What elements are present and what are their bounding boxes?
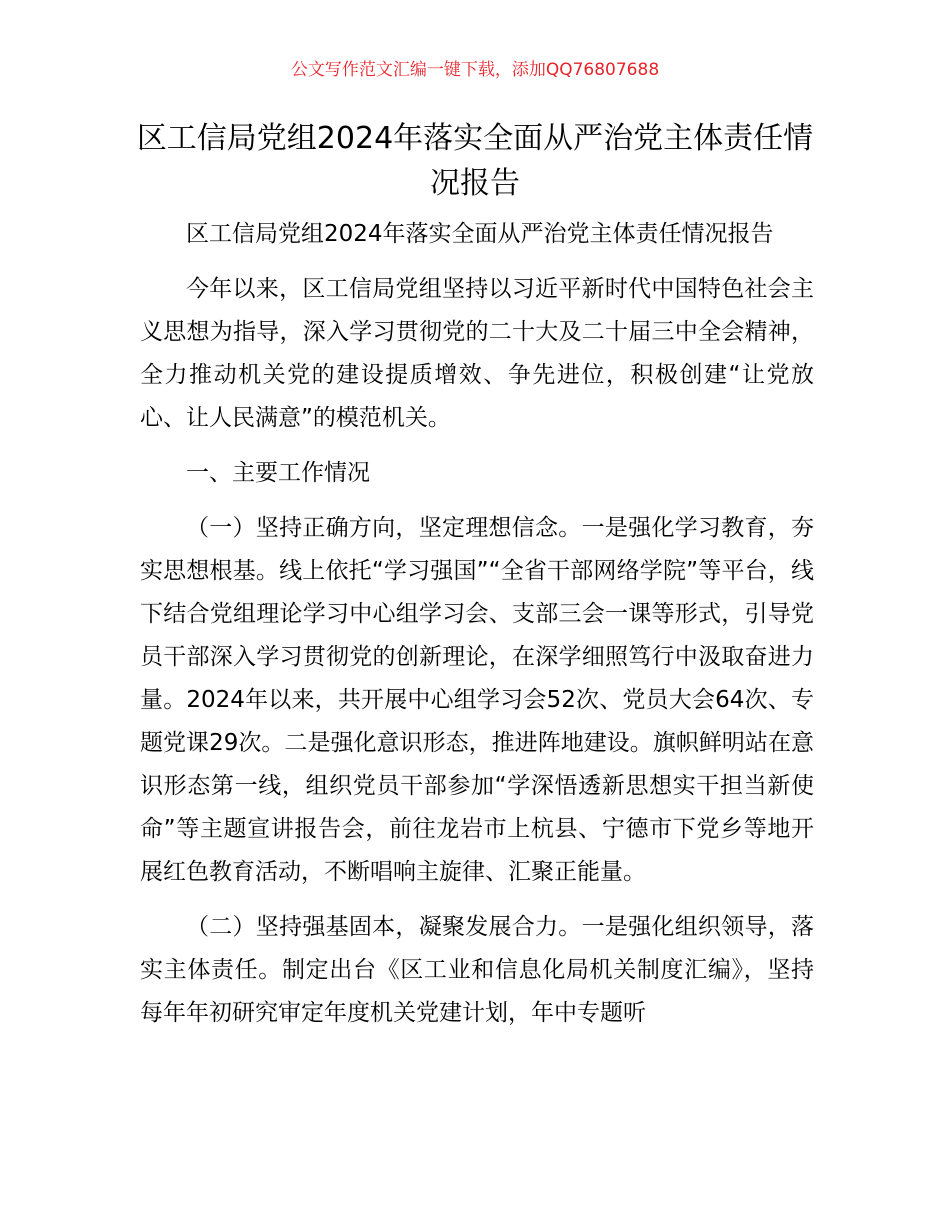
document-title: 区工信局党组2024年落实全面从严治党主体责任情况报告 [136,121,814,201]
section-1-paragraph: （一）坚持正确方向，坚定理想信念。一是强化学习教育，夯实思想根基。线上依托“学习强国”“全省干部网络学院”等平台，线下结合党组理论学习中心组学习会、支部三会一课等形式，引导党员干部深入学习贯彻党的创新理论，在深学细照笃行中汲取奋进力量。2024年以来，共开展中心组学习会52次、党员大会64次、专题党课29次。二是强化意识形态，推进阵地建设。旗帜鲜明站在意识形态第一线，组织党员干部参加“学深悟透新思想实干担当新使命”等主题宣讲报告会，前往龙岩市上杭县、宁德市下党乡等地开展红色教育活动，不断唱响主旋律、汇聚正能量。 [140,515,814,885]
section-2-paragraph: （二）坚持强基固本，凝聚发展合力。一是强化组织领导，落实主体责任。制定出台《区工业和信息化局机关制度汇编》，坚持每年年初研究审定年度机关党建计划，年中专题听 [140,914,814,1026]
intro-paragraph: 今年以来，区工信局党组坚持以习近平新时代中国特色社会主义思想为指导，深入学习贯彻党的二十大及二十届三中全会精神，全力推动机关党的建设提质增效、争先进位，积极创建“让党放心、让人民满意”的模范机关。 [140,276,814,431]
subtitle-paragraph: 区工信局党组2024年落实全面从严治党主体责任情况报告 [186,221,774,247]
download-notice: 公文写作范文汇编一键下载，添加QQ76807688 [290,60,660,80]
document-body [140,213,814,1047]
section-heading: 一、主要工作情况 [186,460,370,486]
